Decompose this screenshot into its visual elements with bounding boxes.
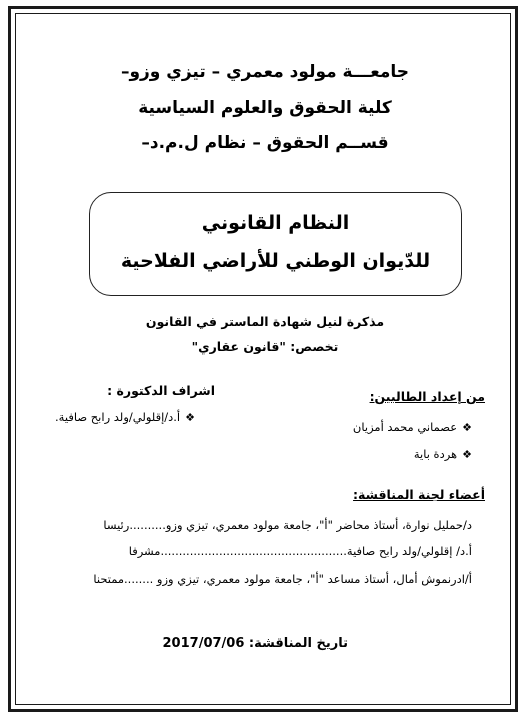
- supervisor-item: [55, 410, 195, 424]
- supervisor-name: أ.د/إقلولي/ولد رابح صافية.: [55, 410, 181, 424]
- student-name: عصماني محمد أمزيان: [352, 420, 458, 434]
- memo-purpose: مذكرة لنيل شهادة الماستر في القانون: [145, 314, 385, 329]
- discussion-date: [162, 636, 348, 651]
- diamond-bullet-icon: ❖: [462, 448, 472, 461]
- diamond-bullet-icon: ❖: [185, 411, 195, 424]
- diamond-bullet-icon: ❖: [462, 421, 472, 434]
- committee-member-2: أ.د/ إقلولي/ولد رابح صافية...................................................مشرفا: [128, 544, 472, 558]
- thesis-title-line2: للدّيوان الوطني للأراضي الفلاحية: [120, 250, 431, 272]
- student-item-2: [414, 447, 472, 461]
- department-name: قســم الحقوق – نظام ل.م.د–: [141, 133, 389, 153]
- memo-specialty: تخصص: "قانون عقاري": [191, 339, 339, 354]
- university-name: جامعـــة مولود معمري – تيزي وزو–: [120, 62, 410, 82]
- title-box: [89, 192, 462, 296]
- thesis-title-line1: النظام القانوني: [201, 212, 350, 234]
- student-item-1: [353, 420, 472, 434]
- discussion-date-label: تاريخ المناقشة:: [248, 636, 348, 651]
- supervisor-heading: اشراف الدكتورة :: [107, 383, 215, 398]
- committee-member-1: د/حمليل نوارة، أستاذ محاضر "أ"، جامعة مولود معمري، تيزي وزو..........رئيسا: [103, 518, 472, 532]
- faculty-name: كلية الحقوق والعلوم السياسية: [138, 98, 392, 118]
- committee-heading: أعضاء لجنة المناقشة:: [353, 487, 485, 502]
- committee-member-3: أ/ادرنموش أمال، أستاذ مساعد "أ"، جامعة مولود معمري، تيزي وزو ........ممتحنا: [93, 572, 472, 586]
- discussion-date-value: 2017/07/06: [162, 636, 245, 651]
- student-name: هردة باية: [413, 447, 458, 461]
- students-heading: من إعداد الطالبين:: [369, 389, 485, 404]
